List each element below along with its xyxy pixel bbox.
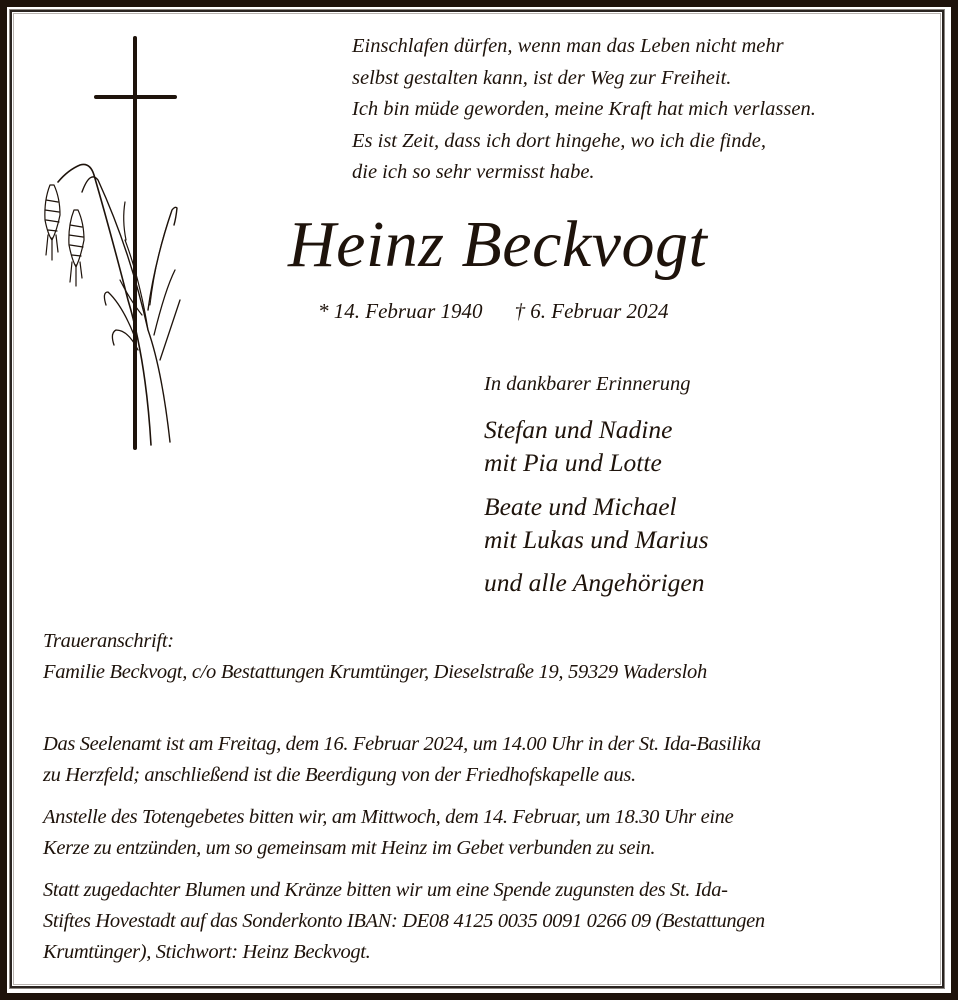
wheat-leaf xyxy=(148,207,177,310)
poem-line: Einschlafen dürfen, wenn man das Leben nicht mehr xyxy=(352,35,784,57)
poem-line: Es ist Zeit, dass ich dort hingehe, wo ich die finde, xyxy=(352,129,766,152)
paragraph-line: Anstelle des Totengebetes bitten wir, am Mittwoch, dem 14. Februar, um 18.30 Uhr eine xyxy=(43,806,734,828)
requiem-paragraph xyxy=(43,729,921,791)
address-label: Traueranschrift: xyxy=(43,630,174,652)
poem-line: die ich so sehr vermisst habe. xyxy=(352,161,595,183)
paragraph-line: Stiftes Hovestadt auf das Sonderkonto IBAN: DE08 4125 0035 0091 0266 09 (Bestattungen xyxy=(43,910,765,932)
gratitude-intro: In dankbarer Erinnerung xyxy=(484,373,691,395)
deceased-name: Heinz Beckvogt xyxy=(288,208,708,281)
wheat-head-left xyxy=(45,185,60,260)
mourner-group xyxy=(484,490,709,556)
wheat-stalk-second xyxy=(82,177,170,442)
poem-line: selbst gestalten kann, ist der Weg zur Freiheit. xyxy=(352,66,732,89)
mourner-line: mit Lukas und Marius xyxy=(484,525,709,554)
poem xyxy=(352,31,816,189)
paragraph-line: Krumtünger), Stichwort: Heinz Beckvogt. xyxy=(43,941,371,963)
paragraph-line: Das Seelenamt ist am Freitag, dem 16. Februar 2024, um 14.00 Uhr in der St. Ida-Basilika xyxy=(43,733,761,755)
paragraph-line: Kerze zu entzünden, um so gemeinsam mit Heinz im Gebet verbunden zu sein. xyxy=(43,837,656,859)
mourner-line: Stefan und Nadine xyxy=(484,415,673,444)
birth-date: * 14. Februar 1940 xyxy=(318,299,483,323)
death-date: † 6. Februar 2024 xyxy=(514,299,669,323)
poem-line: Ich bin müde geworden, meine Kraft hat mich verlassen. xyxy=(352,98,816,120)
wheat-stalk-main xyxy=(58,164,151,445)
mourner-line: Beate und Michael xyxy=(484,492,677,521)
address-value: Familie Beckvogt, c/o Bestattungen Krumtünger, Dieselstraße 19, 59329 Wadersloh xyxy=(43,661,707,683)
cross-with-wheat-icon xyxy=(30,30,190,460)
paragraph-line: Statt zugedachter Blumen und Kränze bitten wir um eine Spende zugunsten des St. Ida- xyxy=(43,879,728,901)
mourner-group xyxy=(484,413,672,479)
prayer-paragraph xyxy=(43,802,921,864)
life-dates xyxy=(318,297,669,325)
mourner-line: mit Pia und Lotte xyxy=(484,448,662,477)
wheat-head-right xyxy=(69,210,84,286)
mourner-group xyxy=(484,566,705,599)
paragraph-line: zu Herzfeld; anschließend ist die Beerdigung von der Friedhofskapelle aus. xyxy=(43,764,636,786)
mourning-address xyxy=(43,626,707,688)
donation-paragraph xyxy=(43,875,921,968)
mourner-line: und alle Angehörigen xyxy=(484,568,705,597)
